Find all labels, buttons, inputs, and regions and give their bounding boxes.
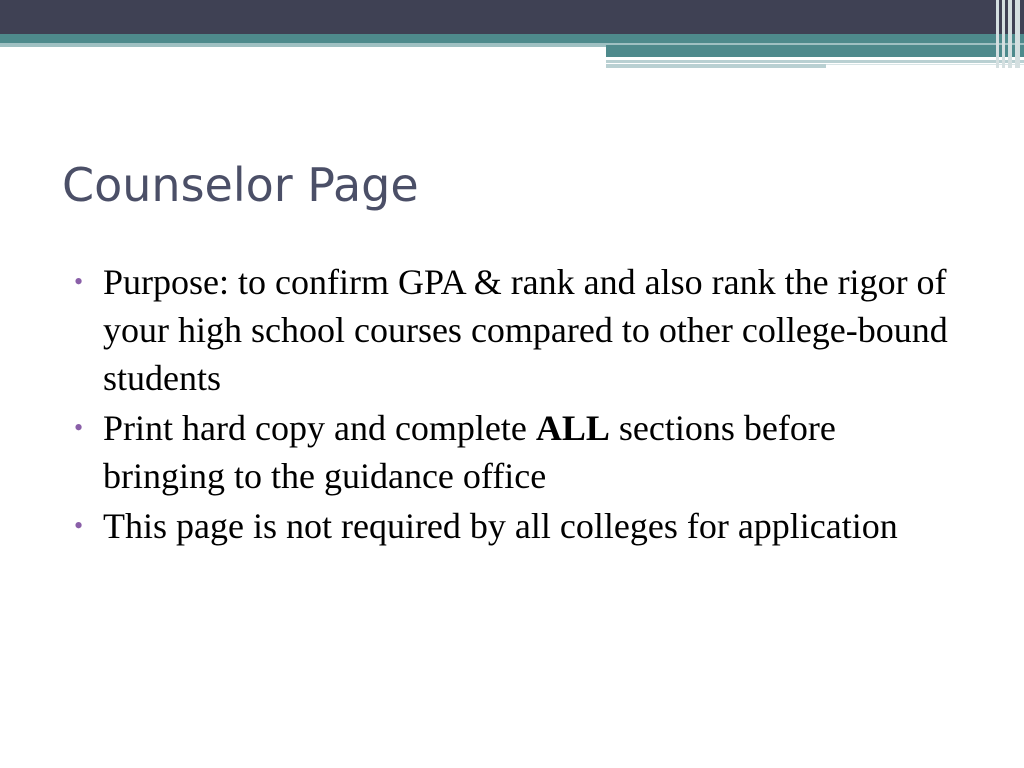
bullet-marker: •: [74, 511, 84, 540]
slide-title: Counselor Page: [62, 158, 419, 212]
bullet-list: [74, 258, 954, 552]
bullet-marker: •: [74, 267, 84, 296]
header-accent-line: [606, 60, 1024, 63]
corner-stripe: [1002, 0, 1005, 68]
bullet-marker: •: [74, 413, 84, 442]
header-band-dark: [0, 0, 1024, 34]
bullet-emphasis: ALL: [535, 408, 610, 448]
bullet-text-before: Print hard copy and complete: [103, 408, 536, 448]
header-accent-block: [606, 45, 1024, 57]
bullet-item: [74, 502, 954, 550]
corner-stripe: [996, 0, 999, 68]
header-corner-stripes: [994, 0, 1024, 68]
header-accent-line: [606, 64, 826, 68]
header-band-teal: [0, 34, 1024, 43]
bullet-item: [74, 258, 954, 402]
corner-stripe: [1008, 0, 1012, 68]
bullet-text: This page is not required by all colleges for application: [103, 506, 898, 546]
bullet-text-after: sections before bringing to the guidance office: [103, 408, 836, 496]
bullet-item: [74, 404, 954, 500]
corner-stripe: [1015, 0, 1020, 68]
bullet-text: Purpose: to confirm GPA & rank and also rank the rigor of your high school courses compared to other college-bound students: [103, 262, 948, 398]
header-gap: [0, 47, 606, 53]
header-accent-line: [606, 57, 951, 59]
